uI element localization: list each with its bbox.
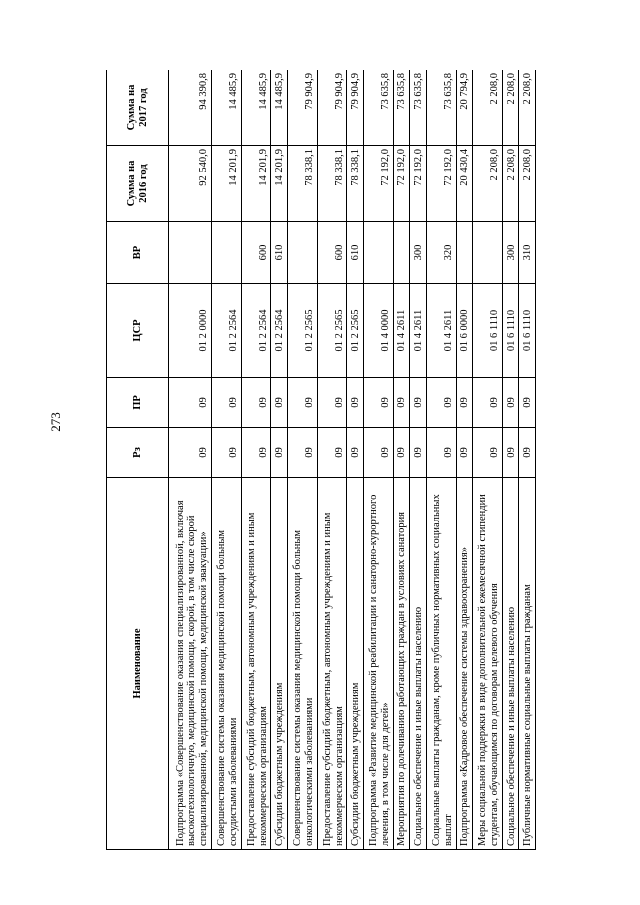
cell-pr: 09 [271, 378, 288, 428]
cell-csr: 01 6 0000 [456, 284, 473, 378]
cell-sum-2016: 72 192,0 [393, 146, 410, 222]
table-row [347, 70, 364, 850]
cell-pr: 09 [169, 378, 212, 428]
table-row [393, 70, 410, 850]
table-body [169, 70, 536, 850]
cell-vr: 300 [410, 222, 427, 284]
cell-pr: 09 [473, 378, 503, 428]
cell-sum-2016: 14 201,9 [241, 146, 271, 222]
cell-sum-2016: 92 540,0 [169, 146, 212, 222]
cell-vr: 610 [271, 222, 288, 284]
cell-name: Социальные выплаты гражданам, кроме публичных нормативных социальных выплат [426, 478, 456, 850]
cell-csr: 01 2 2564 [211, 284, 241, 378]
cell-name: Мероприятия по долечиванию работающих граждан в условиях санатория [393, 478, 410, 850]
cell-sum-2017: 14 485,9 [271, 70, 288, 146]
cell-rz: 09 [426, 428, 456, 478]
cell-sum-2016: 14 201,9 [211, 146, 241, 222]
cell-name: Предоставление субсидий бюджетным, автономным учреждениям и иным некоммерческим организациям [317, 478, 347, 850]
header-sum-2016: Сумма на 2016 год [107, 146, 169, 222]
cell-rz: 09 [363, 428, 393, 478]
budget-table [106, 70, 536, 850]
table-row [410, 70, 427, 850]
table-row [473, 70, 503, 850]
cell-vr: 310 [519, 222, 536, 284]
cell-csr: 01 2 2565 [287, 284, 317, 378]
cell-rz: 09 [473, 428, 503, 478]
cell-sum-2016: 2 208,0 [519, 146, 536, 222]
cell-sum-2017: 14 485,9 [211, 70, 241, 146]
page-number: 273 [48, 412, 63, 432]
cell-name: Социальное обеспечение и иные выплаты населению [502, 478, 519, 850]
cell-rz: 09 [393, 428, 410, 478]
cell-vr: 600 [317, 222, 347, 284]
cell-sum-2017: 14 485,9 [241, 70, 271, 146]
rotated-page-content [106, 70, 536, 850]
cell-sum-2016: 2 208,0 [502, 146, 519, 222]
cell-name: Меры социальной поддержки в виде дополнительной ежемесячной стипендии студентам, обучающимся по договорам целевого обучения [473, 478, 503, 850]
cell-pr: 09 [363, 378, 393, 428]
cell-vr: 320 [426, 222, 456, 284]
cell-pr: 09 [241, 378, 271, 428]
cell-csr: 01 4 2611 [426, 284, 456, 378]
cell-sum-2017: 73 635,8 [363, 70, 393, 146]
cell-sum-2016: 72 192,0 [426, 146, 456, 222]
cell-rz: 09 [241, 428, 271, 478]
header-name: Наименование [107, 478, 169, 850]
cell-rz: 09 [287, 428, 317, 478]
table-header-row [107, 70, 169, 850]
header-sum-2017: Сумма на 2017 год [107, 70, 169, 146]
cell-vr [393, 222, 410, 284]
cell-sum-2016: 72 192,0 [410, 146, 427, 222]
table-row [426, 70, 456, 850]
cell-sum-2016: 78 338,1 [287, 146, 317, 222]
cell-vr [456, 222, 473, 284]
table-row [211, 70, 241, 850]
cell-csr: 01 2 2565 [317, 284, 347, 378]
table-row [169, 70, 212, 850]
cell-pr: 09 [211, 378, 241, 428]
table-row [241, 70, 271, 850]
cell-name: Публичные нормативные социальные выплаты гражданам [519, 478, 536, 850]
cell-sum-2017: 79 904,9 [317, 70, 347, 146]
cell-csr: 01 6 1110 [502, 284, 519, 378]
cell-csr: 01 2 2564 [271, 284, 288, 378]
cell-sum-2017: 2 208,0 [519, 70, 536, 146]
cell-sum-2017: 2 208,0 [502, 70, 519, 146]
cell-vr [363, 222, 393, 284]
cell-name: Совершенствование системы оказания медицинской помощи больным онкологическими заболеваниями [287, 478, 317, 850]
table-row [363, 70, 393, 850]
cell-csr: 01 2 2564 [241, 284, 271, 378]
cell-rz: 09 [502, 428, 519, 478]
cell-sum-2016: 20 430,4 [456, 146, 473, 222]
cell-sum-2017: 79 904,9 [287, 70, 317, 146]
cell-rz: 09 [211, 428, 241, 478]
cell-sum-2017: 2 208,0 [473, 70, 503, 146]
cell-rz: 09 [410, 428, 427, 478]
table-row [317, 70, 347, 850]
cell-pr: 09 [287, 378, 317, 428]
cell-pr: 09 [393, 378, 410, 428]
cell-sum-2017: 79 904,9 [347, 70, 364, 146]
cell-rz: 09 [317, 428, 347, 478]
cell-name: Социальное обеспечение и иные выплаты населению [410, 478, 427, 850]
cell-csr: 01 4 0000 [363, 284, 393, 378]
cell-csr: 01 4 2611 [410, 284, 427, 378]
cell-name: Подпрограмма «Совершенствование оказания специализированной, включая высокотехнологичную, медицинской помощи, скорой, в том числе скорой специализированной, медицинской помощи, медицинской эвакуации» [169, 478, 212, 850]
cell-sum-2016: 14 201,9 [271, 146, 288, 222]
cell-sum-2016: 78 338,1 [347, 146, 364, 222]
cell-name: Подпрограмма «Развитие медицинской реабилитации и санаторно-курортного лечения, в том числе для детей» [363, 478, 393, 850]
cell-name: Субсидии бюджетным учреждениям [347, 478, 364, 850]
cell-pr: 09 [456, 378, 473, 428]
cell-vr [287, 222, 317, 284]
cell-csr: 01 2 2565 [347, 284, 364, 378]
cell-sum-2017: 73 635,8 [393, 70, 410, 146]
cell-vr [169, 222, 212, 284]
cell-sum-2016: 78 338,1 [317, 146, 347, 222]
cell-pr: 09 [502, 378, 519, 428]
cell-csr: 01 6 1110 [519, 284, 536, 378]
table-row [502, 70, 519, 850]
cell-pr: 09 [426, 378, 456, 428]
cell-sum-2017: 73 635,8 [410, 70, 427, 146]
header-vr: ВР [107, 222, 169, 284]
cell-vr [473, 222, 503, 284]
cell-vr: 600 [241, 222, 271, 284]
table-row [287, 70, 317, 850]
budget-table-wrapper [106, 70, 536, 850]
header-pr: ПР [107, 378, 169, 428]
cell-rz: 09 [169, 428, 212, 478]
cell-vr: 610 [347, 222, 364, 284]
cell-sum-2017: 94 390,8 [169, 70, 212, 146]
cell-rz: 09 [519, 428, 536, 478]
cell-name: Подпрограмма «Кадровое обеспечение системы здравоохранения» [456, 478, 473, 850]
cell-sum-2016: 72 192,0 [363, 146, 393, 222]
cell-name: Совершенствование системы оказания медицинской помощи больным сосудистыми заболеваниями [211, 478, 241, 850]
cell-vr: 300 [502, 222, 519, 284]
cell-name: Субсидии бюджетным учреждениям [271, 478, 288, 850]
cell-rz: 09 [456, 428, 473, 478]
cell-vr [211, 222, 241, 284]
cell-rz: 09 [347, 428, 364, 478]
cell-sum-2017: 73 635,8 [426, 70, 456, 146]
header-rz: Рз [107, 428, 169, 478]
header-csr: ЦСР [107, 284, 169, 378]
cell-rz: 09 [271, 428, 288, 478]
table-row [519, 70, 536, 850]
cell-pr: 09 [317, 378, 347, 428]
cell-sum-2016: 2 208,0 [473, 146, 503, 222]
table-row [456, 70, 473, 850]
cell-pr: 09 [347, 378, 364, 428]
cell-pr: 09 [519, 378, 536, 428]
cell-csr: 01 4 2611 [393, 284, 410, 378]
cell-csr: 01 6 1110 [473, 284, 503, 378]
cell-name: Предоставление субсидий бюджетным, автономным учреждениям и иным некоммерческим организациям [241, 478, 271, 850]
cell-pr: 09 [410, 378, 427, 428]
table-row [271, 70, 288, 850]
cell-csr: 01 2 0000 [169, 284, 212, 378]
cell-sum-2017: 20 794,9 [456, 70, 473, 146]
